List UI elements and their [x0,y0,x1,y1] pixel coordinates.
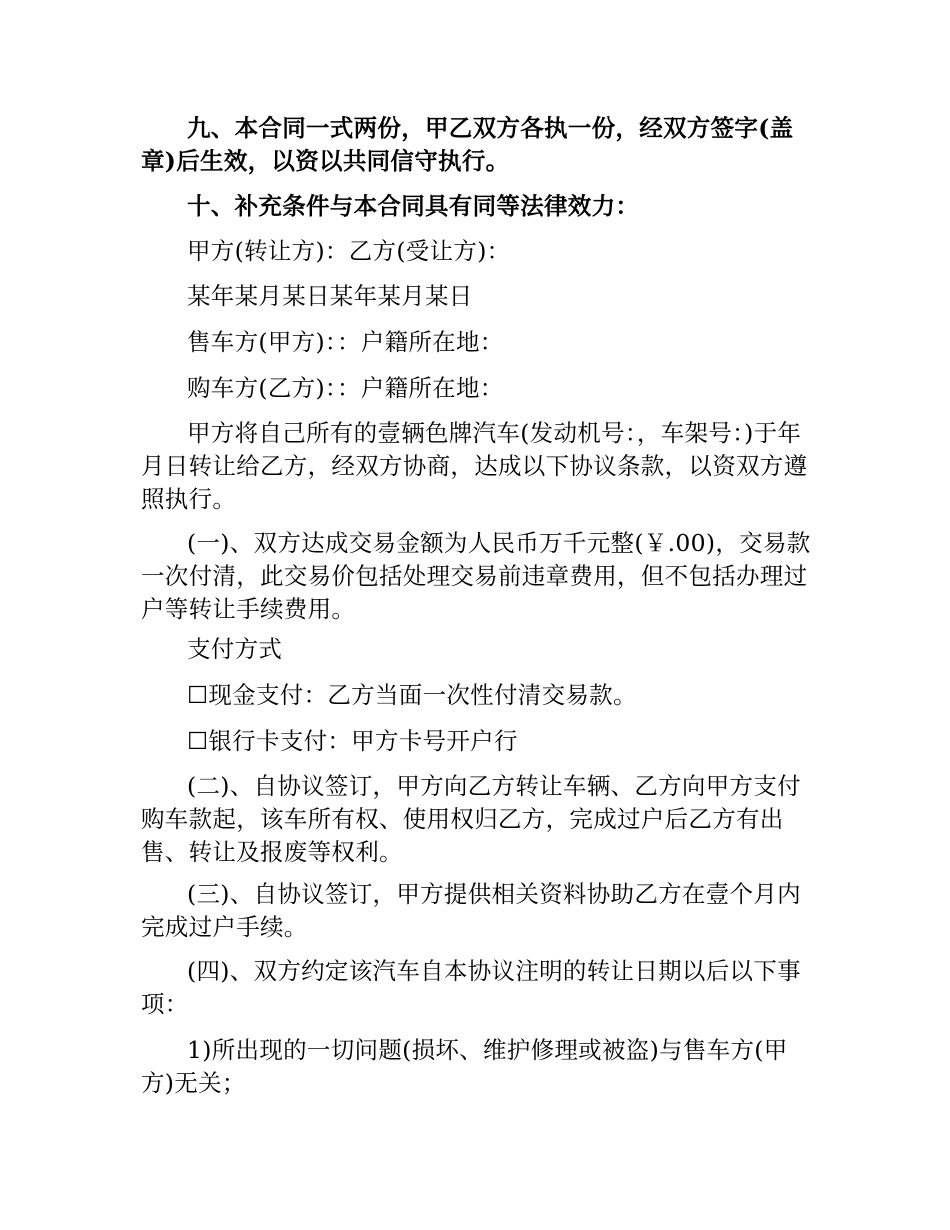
clause-2-paragraph: (二)、自协议签订，甲方向乙方转让车辆、乙方向甲方支付购车款起，该车所有权、使用权归乙方，完成过户后乙方有出售、转让及报废等权利。 [141,772,801,866]
parties-line: 甲方(转让方)：乙方(受让方)： [187,237,511,265]
clause-3-paragraph: (三)、自协议签订，甲方提供相关资料协助乙方在壹个月内完成过户手续。 [141,880,801,941]
clause-1-paragraph: (一)、双方达成交易金额为人民币万千元整(￥.00)，交易款一次付清，此交易价包括处理交易前违章费用，但不包括办理过户等转让手续费用。 [141,529,811,623]
item-1-paragraph: 1)所出现的一切问题(损坏、维护修理或被盗)与售车方(甲方)无关； [141,1036,788,1097]
payment-method-heading: 支付方式 [187,635,283,663]
clause-4-paragraph: (四)、双方约定该汽车自本协议注明的转让日期以后以下事项： [141,957,801,1018]
buyer-line: 购车方(乙方)：：户籍所在地： [187,374,504,402]
seller-line: 售车方(甲方)：：户籍所在地： [187,328,504,356]
date-line: 某年某月某日某年某月某日 [187,282,473,310]
transfer-intro-paragraph: 甲方将自己所有的壹辆色牌汽车(发动机号：，车架号：)于年月日转让给乙方，经双方协商，达成以下协议条款，以资双方遵照执行。 [141,419,808,513]
cash-payment-option: ☐现金支付：乙方当面一次性付清交易款。 [187,681,637,709]
clause-10-paragraph: 十、补充条件与本合同具有同等法律效力： [187,192,640,220]
bank-card-payment-option: ☐银行卡支付：甲方卡号开户行 [187,727,518,755]
clause-9-paragraph: 九、本合同一式两份，甲乙双方各执一份，经双方签字(盖章)后生效，以资以共同信守执行。 [141,114,794,175]
